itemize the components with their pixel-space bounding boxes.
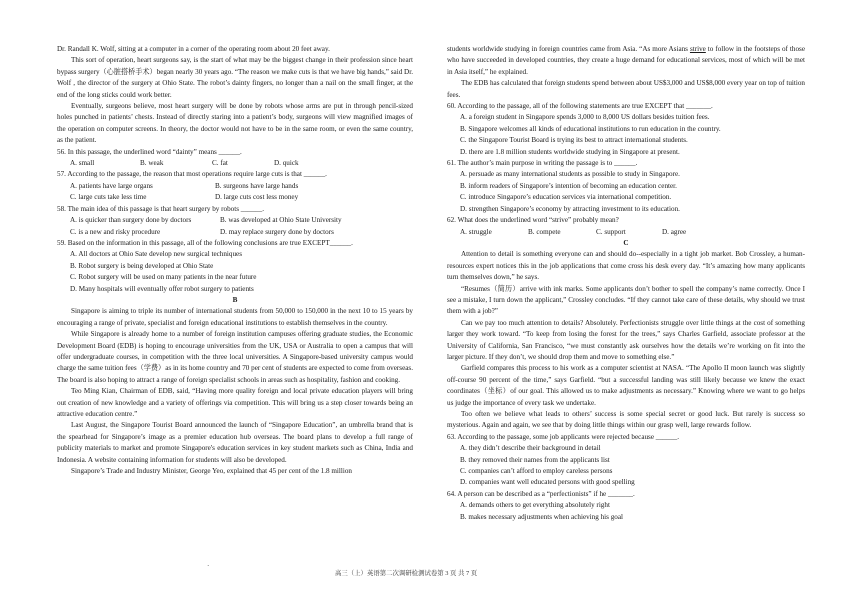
section-c-heading: C (623, 238, 629, 247)
option-d: D. strengthen Singapore’s economy by attracting investment to its education. (460, 204, 680, 213)
option-c: C. fat (212, 159, 228, 168)
passage-b-paragraph: Teo Ming Kian, Chairman of EDB, said, “Having more quality foreign and local private education players will bring out creation of new knowledge and a variety of offerings via competition. This will bring us a step closer towards being an attractive education centre.” (57, 387, 413, 418)
right-column (447, 44, 805, 523)
question-58-stem: 58. The main idea of this passage is that heart surgery by robots ______. (57, 204, 264, 213)
option-b: B. inform readers of Singapore’s intention of becoming an education center. (460, 181, 677, 190)
option-d: D. agree (662, 227, 687, 236)
question-64-stem: 64. A person can be described as a “perfectionists” if he _______. (447, 489, 635, 498)
passage-b-paragraph: Last August, the Singapore Tourist Board announced the launch of “Singapore Education”, an umbrella brand that is the spearhead for Singapore’s image as a premier education hub overseas. The board plans to develop a full range of publicity materials to market and promote Singapore's education services in key student markets such as China, India and Indonesia. A website containing information for students will also be developed. (57, 421, 413, 464)
question-57-stem: 57. According to the passage, the reason that most operations require large cuts is that ______. (57, 170, 327, 179)
option-c: C. introduce Singapore’s education services via international competition. (460, 193, 672, 202)
passage-c-paragraph: Can we pay too much attention to details? Absolutely. Perfectionists struggle over little things at the cost of something larger they work toward. “To keep from losing the forest for the trees,” says Charles Garfield, associate professor at the University of California, San Francisco, “we must constantly ask ourselves how the details we’re working on fit into the larger picture. If they don’t, we should drop them and move to something else.” (447, 318, 805, 361)
passage-b-continued (447, 44, 805, 78)
passage-c-paragraph: Attention to detail is something everyone can and should do--especially in a tight job market. Bob Crossley, a human-resources expert notices this in the job applications that come cross his desk every day. “It’s amazing how many applicants turn themselves down,” he says. (447, 250, 805, 282)
option-d: D. companies want well educated persons with good spelling (460, 478, 635, 487)
passage-b-paragraph: Singapore’s Trade and Industry Minister, George Yeo, explained that 45 per cent of the 1.8 million (71, 467, 352, 476)
passage-a-intro: Dr. Randall K. Wolf, sitting at a computer in a corner of the operating room about 20 feet away. (57, 45, 330, 53)
question-61-stem: 61. The author’s main purpose in writing the passage is to ______. (447, 159, 638, 168)
option-b: B. they removed their names from the applicants list (460, 455, 610, 464)
option-d: D. there are 1.8 million students worldwide studying in Singapore at present. (460, 147, 680, 156)
question-62-options (447, 227, 805, 238)
option-a: A. they didn’t describe their background in detail (460, 444, 601, 453)
question-56-options (57, 158, 413, 169)
option-b: B. compete (528, 227, 561, 236)
option-a: A. demands others to get everything absolutely right (460, 501, 610, 510)
option-a: A. a foreign student in Singapore spends 3,000 to 8,000 US dollars besides tuition fees. (460, 113, 710, 122)
question-57-options (57, 181, 413, 192)
option-a: A. is quicker than surgery done by doctors (70, 216, 192, 225)
option-c: C. Robot surgery will be used on many patients in the near future (70, 273, 257, 282)
passage-c-paragraph: “Resumes（简历）arrive with ink marks. Some applicants don’t bother to spell the company’s name correctly. Once I see a mistake, I turn down the applicant,” Crossley concludes. “If they cannot take care of these details, why should we trust them with a job?” (447, 284, 805, 316)
option-d: D. quick (274, 159, 299, 168)
passage-b-paragraph: Singapore is aiming to triple its number of international students from 50,000 to 150,000 in the next 10 to 15 years by encouraging a range of private, specialist and foreign educational institutions to establish themselves in the country. (57, 307, 413, 327)
option-a: A. struggle (460, 227, 492, 236)
option-c: C. large cuts take less time (70, 193, 147, 202)
option-c: C. the Singapore Tourist Board is trying its best to attract international students. (460, 136, 688, 145)
question-57-options (57, 192, 413, 203)
option-c: C. is a new and risky procedure (70, 227, 161, 236)
option-c: C. companies can’t afford to employ careless persons (460, 467, 613, 476)
option-b: B. Robot surgery is being developed at Ohio State (70, 261, 214, 270)
passage-b-paragraph: While Singapore is already home to a number of foreign institution campuses offering graduate studies, the Economic Development Board (EDB) is hoping to encourage universities from the UK, USA or Australia to open a campus that will offer undergraduate courses, in competition with the three local universities. A Singapore-based university campus would charge the same tuition fees（学费）as in its home country and 70 per cent of students are expected to come from overseas. The board is also hoping to attract a range of foreign specialist schools in areas such as hospitality, fashion and cooking. (57, 330, 413, 384)
option-a: A. All doctors at Ohio Sate develop new surgical techniques (70, 250, 242, 259)
passage-a-paragraph: This sort of operation, heart surgeons say, is the start of what may be the biggest change in their profession since heart bypass surgery（心脏搭桥手术）began nearly 30 years ago. “The reason we make cuts is that we have big hands,” said Dr. Wolf , the director of the surgery at Ohio State. The robot’s dainty fingers, no longer than a nail on the small finger, at the end of the long sticks could work better. (57, 56, 413, 99)
question-60-stem: 60. According to the passage, all of the following statements are true EXCEPT that _______. (447, 102, 713, 111)
underlined-word-strive: strive (689, 45, 706, 53)
text-run: to follow in the footsteps of those who have succeeded in developed countries, they create a huge demand for educational services, most of which will be met in Asia itself,” he explained. (447, 45, 805, 76)
passage-c-paragraph: Garfield compares this process to his work as a computer scientist at NASA. “The Apollo II moon launch was slightly off-course 90 percent of the time,” says Garfield. “but a successful landing was still likely because we knew the exact coordinates（坐标）of our goal. This allowed us to make adjustments as necessary.” Knowing where we want to go helps us judge the importance of every task we undertake. (447, 364, 805, 407)
question-62-stem: 62. What does the underlined word “strive” probably mean? (447, 216, 619, 225)
section-b-heading: B (232, 295, 238, 304)
option-d: D. large cuts cost less money (215, 193, 299, 202)
page-footer: 高三（上）英语第二次调研检测试卷第 3 页 共 7 页 (335, 570, 478, 577)
option-c: C. support (596, 227, 626, 236)
option-b: B. weak (140, 159, 164, 168)
option-b: B. surgeons have large hands (215, 181, 299, 190)
passage-c-paragraph: Too often we believe what leads to others’ success is some special secret or good luck. But rarely is success so mysterious. Again and again, we see that by doing little things within our grasp well, large rewards follow. (447, 410, 805, 430)
footer-dot: · (207, 562, 210, 570)
passage-a-paragraph: Eventually, surgeons believe, most heart surgery will be done by robots whose arms are put in through pencil-sized holes punched in patients’ chests. Instead of directly staring into a patient’s body, surgeons will view magnified images of the operation on computer screens. In theory, the doctor would not have to be in the same room, or even the same country, as the patient. (57, 102, 413, 145)
question-56-stem: 56. In this passage, the underlined word “dainty” means ______. (57, 147, 242, 156)
option-d: D. may replace surgery done by doctors (220, 227, 334, 236)
option-b: B. makes necessary adjustments when achieving his goal (460, 512, 624, 521)
question-59-stem: 59. Based on the information in this passage, all of the following conclusions are true EXCEPT______. (57, 238, 353, 247)
option-a: A. small (70, 159, 95, 168)
option-a: A. persuade as many international students as possible to study in Singapore. (460, 170, 680, 179)
passage-b-paragraph: The EDB has calculated that foreign students spend between about US$3,000 and US$8,000 every year on top of tuition fees. (447, 79, 805, 99)
question-63-stem: 63. According to the passage, some job applicants were rejected because ______. (447, 432, 679, 441)
option-b: B. was developed at Ohio State University (220, 216, 342, 225)
option-b: B. Singapore welcomes all kinds of educational institutions to run education in the country. (460, 124, 721, 133)
option-a: A. patients have large organs (70, 181, 153, 190)
left-column (57, 44, 413, 477)
question-58-options (57, 215, 413, 226)
text-run: students worldwide studying in foreign countries came from Asia. “As more Asians (447, 45, 690, 53)
option-d: D. Many hospitals will eventually offer robot surgery to patients (70, 284, 254, 293)
question-58-options (57, 227, 413, 238)
